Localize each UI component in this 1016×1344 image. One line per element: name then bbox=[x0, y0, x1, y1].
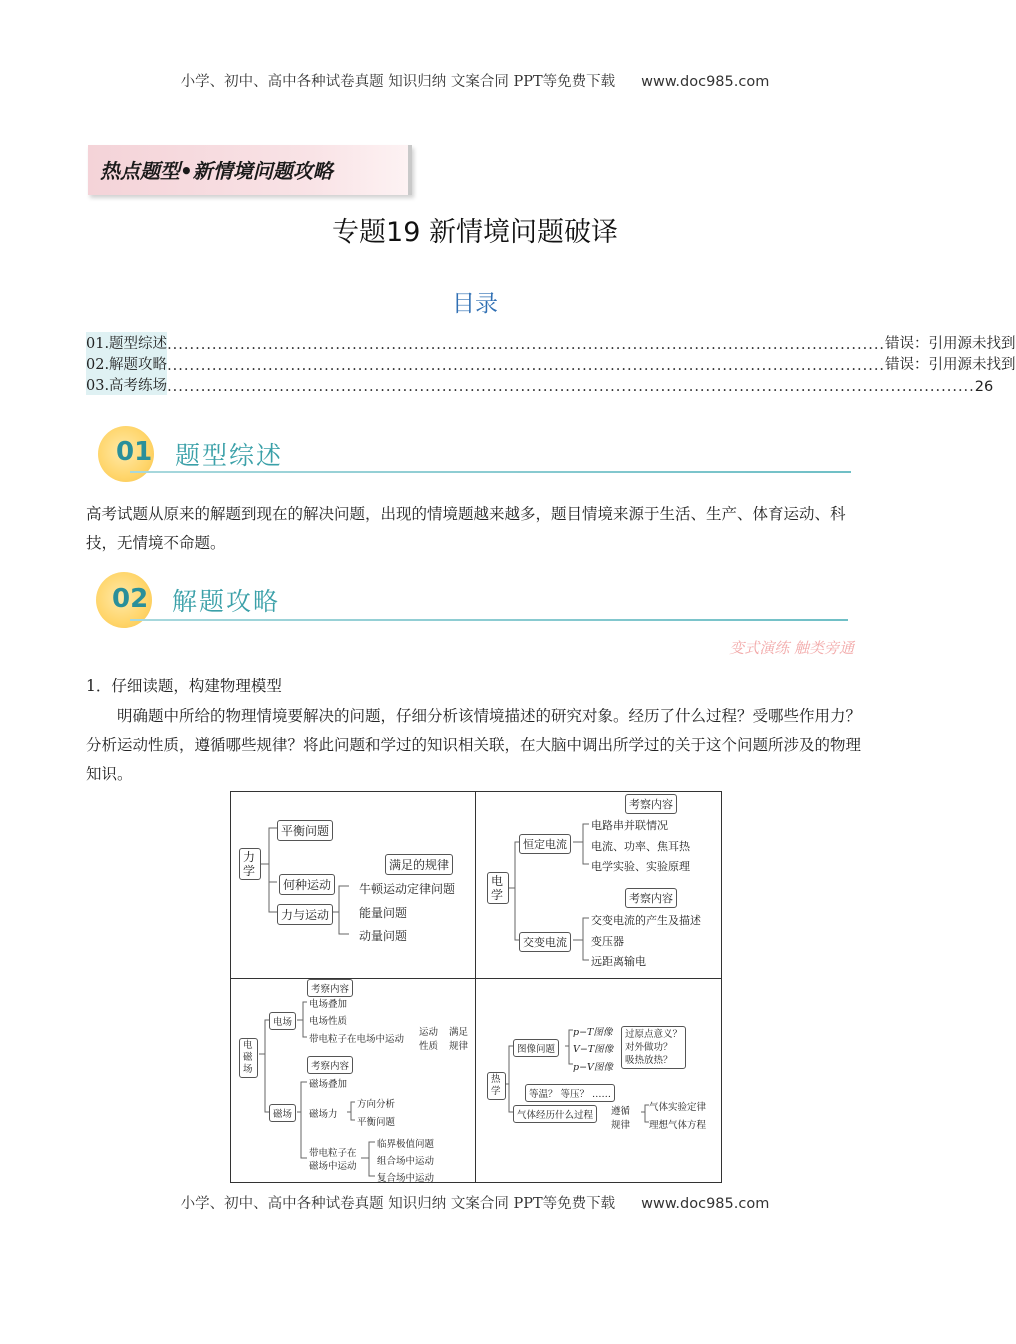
toc-item[interactable] bbox=[86, 333, 1016, 353]
toc-leader: ................................................................................................................................ bbox=[167, 337, 886, 353]
mech-item: 动量问题 bbox=[359, 929, 408, 943]
em-nature: 性质 bbox=[419, 1041, 439, 1052]
mech-root: 力学 bbox=[239, 848, 261, 880]
em-node: 磁场 bbox=[269, 1104, 296, 1122]
heat-question: 吸热放热？ bbox=[625, 1055, 673, 1066]
heat-question: 过原点意义？ bbox=[625, 1029, 683, 1040]
heat-law: 气体实验定律 bbox=[649, 1102, 707, 1113]
em-satisfy: 满足 bbox=[449, 1027, 469, 1038]
toc-item-label: 03.高考练场 bbox=[86, 374, 167, 395]
em-node: 电场 bbox=[269, 1012, 296, 1030]
em-item: 电场性质 bbox=[309, 1016, 348, 1027]
toc-item-page: 26 bbox=[974, 379, 994, 395]
em-tag: 考察内容 bbox=[307, 979, 353, 997]
em-force-item: 平衡问题 bbox=[357, 1117, 396, 1128]
section-divider bbox=[130, 471, 851, 473]
toc-title: 目录 bbox=[452, 291, 498, 317]
mech-law: 满足的规律 bbox=[385, 854, 453, 875]
heat-graph-item: p−T图像 bbox=[573, 1027, 613, 1038]
em-item: 带电粒子在磁场中运动 bbox=[309, 1148, 357, 1172]
section-title: 解题攻略 bbox=[172, 587, 281, 616]
em-particle-item: 临界极值问题 bbox=[377, 1139, 435, 1150]
step1-paragraph: 明确题中所给的物理情境要解决的问题，仔细分析该情境描述的研究对象。经历了什么过程？受哪些作用力？分析运动性质，遵循哪些规律？将此问题和学过的知识相关联，在大脑中调出所学过的关于这个问题所涉及的物理知识。 bbox=[86, 707, 862, 783]
step1-heading: 1．仔细读题，构建物理模型 bbox=[86, 677, 282, 695]
physics-knowledge-diagram bbox=[230, 791, 722, 1183]
heat-root: 热学 bbox=[487, 1072, 506, 1100]
heat-questions bbox=[621, 1026, 686, 1069]
elec-item: 电学实验、实验原理 bbox=[591, 860, 690, 873]
heat-iso: 等温？ 等压？ …… bbox=[525, 1084, 615, 1102]
header-text: 小学、初中、高中各种试卷真题 知识归纳 文案合同 PPT等免费下载 bbox=[180, 74, 616, 90]
heat-question: 对外做功？ bbox=[625, 1042, 673, 1053]
elec-node: 交变电流 bbox=[519, 932, 571, 952]
heat-node: 气体经历什么过程 bbox=[513, 1105, 597, 1123]
page-header bbox=[0, 70, 950, 91]
elec-tag: 考察内容 bbox=[625, 888, 677, 908]
elec-item: 变压器 bbox=[591, 935, 624, 948]
em-tag: 考察内容 bbox=[307, 1056, 353, 1074]
section-number: 01 bbox=[116, 437, 153, 467]
em-item: 电场叠加 bbox=[309, 999, 348, 1010]
toc-item-label: 01.题型综述 bbox=[86, 332, 167, 353]
mech-item: 牛顿运动定律问题 bbox=[359, 882, 456, 896]
mech-item: 能量问题 bbox=[359, 906, 408, 920]
em-rule: 规律 bbox=[449, 1041, 469, 1052]
mech-node: 平衡问题 bbox=[277, 820, 333, 841]
em-motion: 运动 bbox=[419, 1027, 439, 1038]
elec-item: 电流、功率、焦耳热 bbox=[591, 840, 690, 853]
section-divider bbox=[130, 619, 848, 621]
em-item: 磁场叠加 bbox=[309, 1079, 348, 1090]
toc-item[interactable] bbox=[86, 354, 1016, 374]
elec-item: 远距离输电 bbox=[591, 955, 646, 968]
toc-leader: ................................................................................................................................ bbox=[167, 358, 886, 374]
em-force-item: 方向分析 bbox=[357, 1099, 396, 1110]
header-site: www.doc985.com bbox=[641, 74, 770, 90]
elec-root: 电学 bbox=[487, 872, 509, 904]
toc-item-label: 02.解题攻略 bbox=[86, 353, 167, 374]
toc-item-page: 错误：引用源未找到 bbox=[885, 357, 1016, 373]
em-root: 电磁场 bbox=[239, 1038, 258, 1078]
heat-node: 图像问题 bbox=[513, 1039, 559, 1057]
elec-item: 交变电流的产生及描述 bbox=[591, 914, 701, 927]
page-title: 专题19 新情境问题破译 bbox=[332, 217, 618, 248]
elec-tag: 考察内容 bbox=[625, 794, 677, 814]
heat-graph-item: p−V图像 bbox=[573, 1062, 613, 1073]
section-number: 02 bbox=[112, 584, 149, 614]
em-particle-item: 组合场中运动 bbox=[377, 1156, 435, 1167]
footer-text: 小学、初中、高中各种试卷真题 知识归纳 文案合同 PPT等免费下载 bbox=[180, 1196, 616, 1212]
heat-graph-item: V−T图像 bbox=[573, 1044, 614, 1055]
heat-law: 理想气体方程 bbox=[649, 1120, 707, 1131]
footer-site: www.doc985.com bbox=[641, 1196, 770, 1212]
banner-text: 热点题型•新情境问题攻略 bbox=[100, 159, 333, 183]
page-footer bbox=[0, 1192, 950, 1213]
elec-node: 恒定电流 bbox=[519, 834, 571, 854]
section-tagline: 变式演练 触类旁通 bbox=[729, 639, 854, 657]
em-particle-item: 复合场中运动 bbox=[377, 1173, 435, 1184]
mech-node: 力与运动 bbox=[277, 904, 333, 925]
em-item: 磁场力 bbox=[309, 1109, 338, 1120]
em-item: 带电粒子在电场中运动 bbox=[309, 1034, 405, 1045]
toc-leader: ................................................................................................................................................ bbox=[167, 379, 975, 395]
section1-paragraph: 高考试题从原来的解题到现在的解决问题，出现的情境题越来越多，题目情境来源于生活、生产、体育运动、科技，无情境不命题。 bbox=[86, 505, 846, 552]
section-title: 题型综述 bbox=[175, 441, 284, 470]
topic-banner bbox=[88, 145, 412, 195]
elec-item: 电路串并联情况 bbox=[591, 819, 668, 832]
toc-item-page: 错误：引用源未找到 bbox=[885, 336, 1016, 352]
heat-follow: 遵循 bbox=[611, 1106, 631, 1117]
mech-node: 何种运动 bbox=[279, 874, 335, 895]
heat-rule: 规律 bbox=[611, 1120, 631, 1131]
toc-item[interactable] bbox=[86, 375, 994, 395]
